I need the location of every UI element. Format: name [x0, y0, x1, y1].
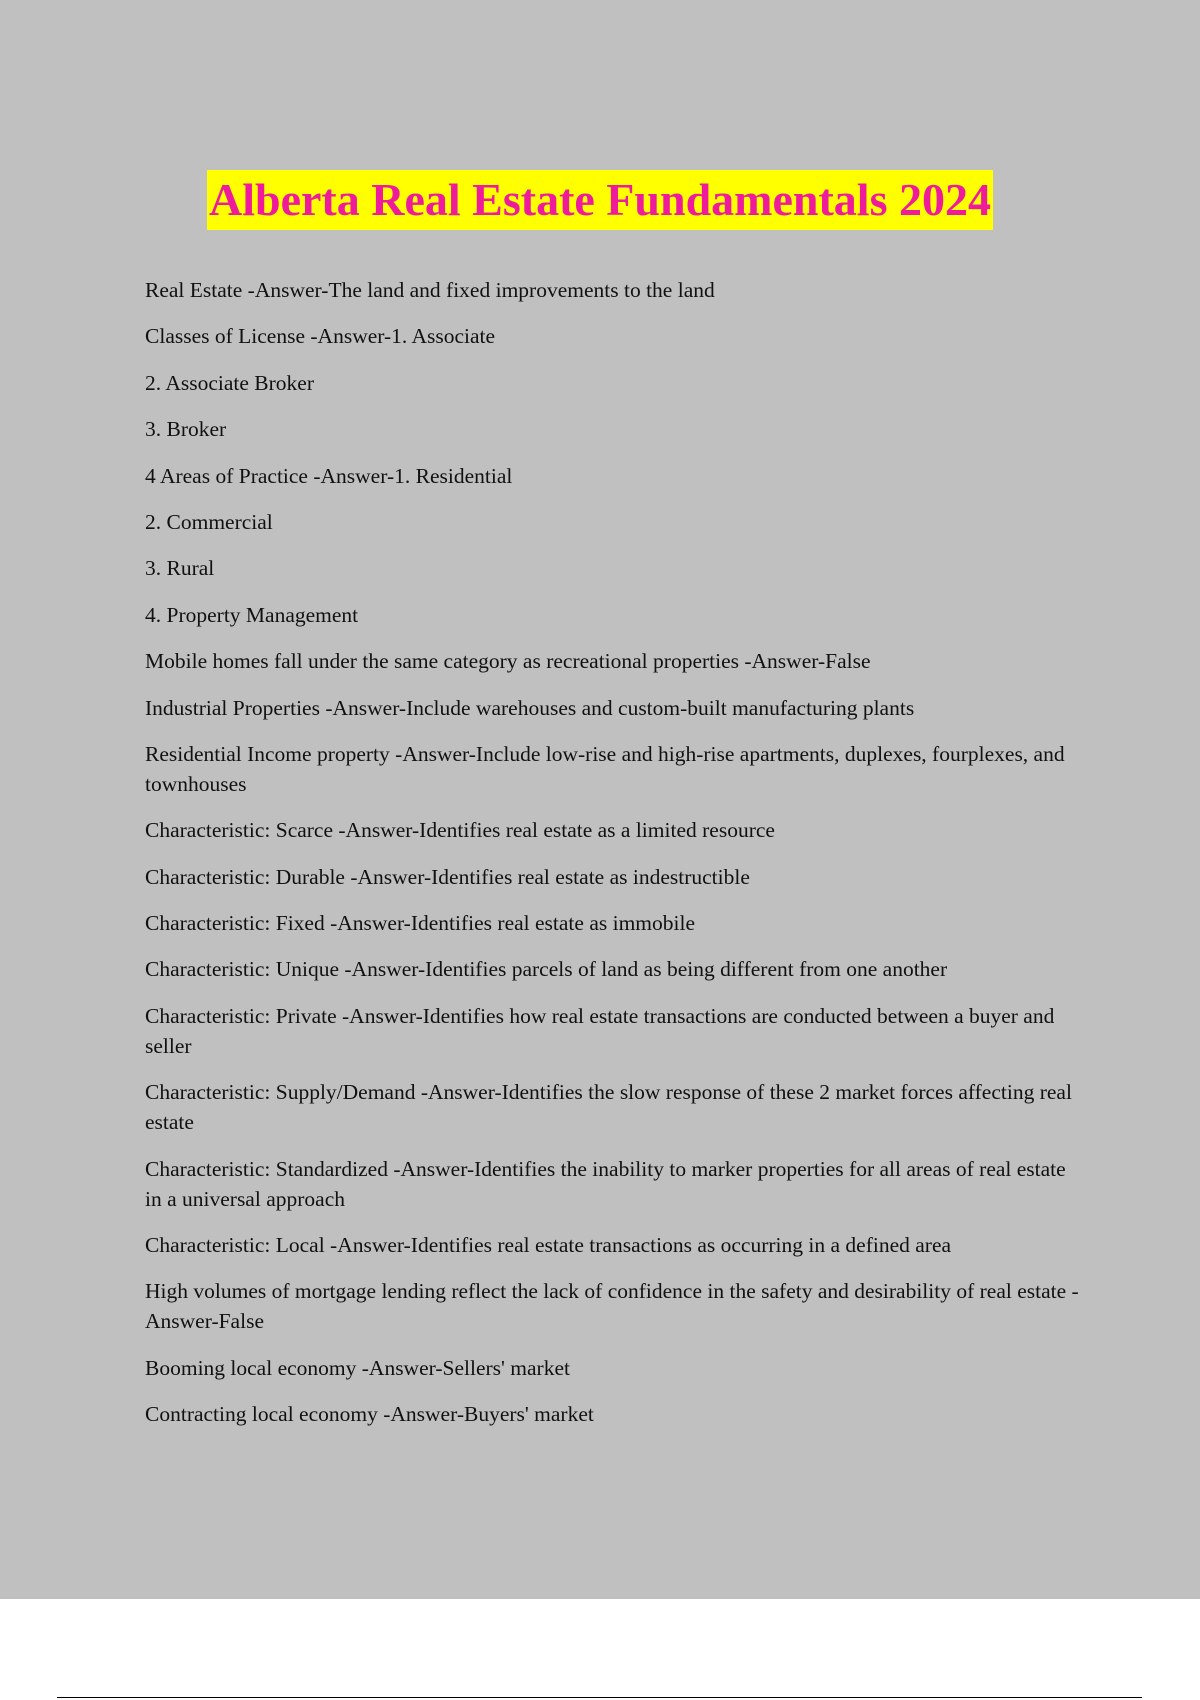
qa-item: Characteristic: Scarce -Answer-Identifies real estate as a limited resource [145, 818, 775, 843]
qa-item: Industrial Properties -Answer-Include warehouses and custom-built manufacturing plants [145, 695, 915, 720]
qa-item: Characteristic: Supply/Demand -Answer-Identifies the slow response of these 2 market forces affecting real estate [145, 1080, 1072, 1135]
qa-item: High volumes of mortgage lending reflect the lack of confidence in the safety and desirability of real estate -Answer-False [145, 1279, 1079, 1334]
qa-item: 2. Commercial [145, 509, 273, 534]
qa-item: Contracting local economy -Answer-Buyers' market [145, 1402, 594, 1427]
qa-item: 2. Associate Broker [145, 370, 314, 395]
qa-item: Characteristic: Standardized -Answer-Identifies the inability to marker properties for all areas of real estate in a universal approach [145, 1156, 1066, 1211]
qa-item: 3. Broker [145, 417, 227, 442]
title-container [0, 170, 1200, 230]
qa-item: Characteristic: Unique -Answer-Identifies parcels of land as being different from one another [145, 957, 948, 982]
document-title: Alberta Real Estate Fundamentals 2024 [207, 170, 993, 230]
qa-item: 3. Rural [145, 556, 215, 581]
qa-item: Characteristic: Durable -Answer-Identifies real estate as indestructible [145, 864, 750, 889]
qa-item: 4. Property Management [145, 602, 359, 627]
qa-list [145, 275, 1085, 1446]
qa-item: Mobile homes fall under the same category as recreational properties -Answer-False [145, 649, 871, 674]
qa-item: Residential Income property -Answer-Include low-rise and high-rise apartments, duplexes, fourplexes, and townhouses [145, 741, 1065, 796]
qa-item: Real Estate -Answer-The land and fixed improvements to the land [145, 278, 715, 302]
footer-divider [57, 1697, 1142, 1698]
qa-item: 4 Areas of Practice -Answer-1. Residential [145, 463, 513, 488]
qa-item: Characteristic: Local -Answer-Identifies real estate transactions as occurring in a defined area [145, 1233, 952, 1258]
qa-item: Classes of License -Answer-1. Associate [145, 324, 496, 349]
qa-item: Characteristic: Private -Answer-Identifies how real estate transactions are conducted between a buyer and seller [145, 1003, 1055, 1058]
qa-item: Booming local economy -Answer-Sellers' market [145, 1355, 570, 1380]
qa-item: Characteristic: Fixed -Answer-Identifies real estate as immobile [145, 911, 696, 936]
